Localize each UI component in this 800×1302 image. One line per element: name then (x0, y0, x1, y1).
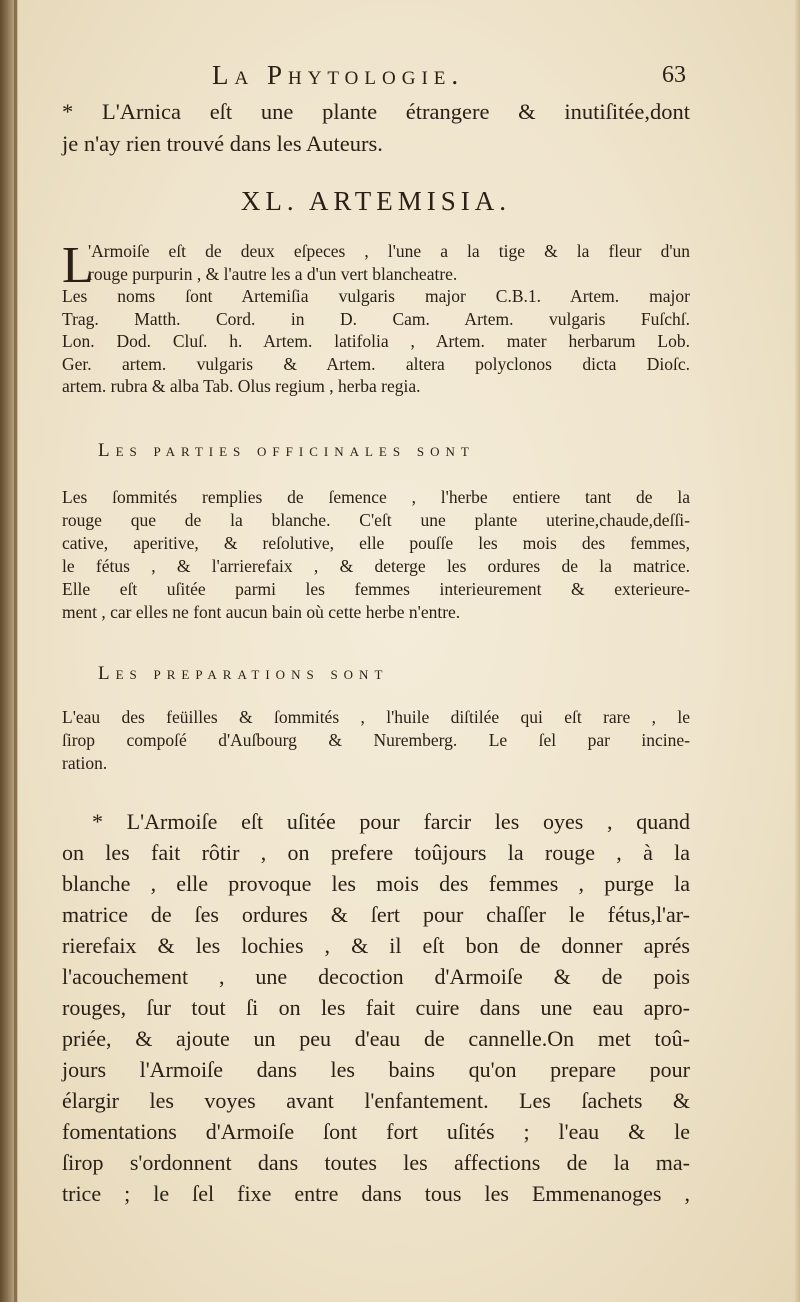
text-line: matrice de ſes ordures & ſert pour chaſſer le fétus,l'ar- (62, 902, 690, 927)
description-paragraph (62, 237, 690, 398)
text-line: l'acouchement , une decoction d'Armoiſe & de pois (62, 964, 690, 989)
text-line: Lon. Dod. Cluſ. h. Artem. latifolia , Artem. mater herbarum Lob. (62, 331, 690, 351)
page-number: 63 (662, 62, 686, 88)
text-line: priée, & ajoute un peu d'eau de cannelle.On met toû- (62, 1026, 690, 1051)
officinal-paragraph (62, 486, 690, 624)
text-line: cative, aperitive, & reſolutive, elle pouſſe les mois des femmes, (62, 533, 690, 553)
text-line: * L'Armoiſe eſt uſitée pour farcir les oyes , quand (92, 809, 690, 834)
running-title: La Phytologie. (212, 60, 465, 90)
text-line: ſirop s'ordonnent dans toutes les affections de la ma- (62, 1150, 690, 1175)
text-line: L'eau des feüilles & ſommités , l'huile diſtilée qui eſt rare , le (62, 707, 690, 727)
text-line: Les ſommités remplies de ſemence , l'herbe entiere tant de la (62, 487, 690, 507)
arnica-paragraph (62, 96, 690, 160)
text-line: le fétus , & l'arrierefaix , & deterge les ordures de la matrice. (62, 556, 690, 576)
text-line: Ger. artem. vulgaris & Artem. altera polyclonos dicta Dioſc. (62, 353, 690, 374)
text-line: * L'Arnica eſt une plante étrangere & inutiſitée,dont (62, 99, 690, 124)
text-line: on les fait rôtir , on prefere toûjours la rouge , à la (62, 840, 690, 865)
section-heading-officinal: Les parties officinales sont (98, 440, 475, 461)
preparations-paragraph (62, 706, 690, 775)
text-line: rouge que de la blanche. C'eſt une plante uterine,chaude,deſſi- (62, 510, 690, 530)
text-line: rouges, ſur tout ſi on les fait cuire dans une eau apro- (62, 995, 690, 1020)
text-line: rouge purpurin , & l'autre les a d'un vert blancheatre. (88, 263, 458, 284)
text-line: 'Armoiſe eſt de deux eſpeces , l'une a la tige & la fleur d'un (88, 241, 690, 261)
text-line: blanche , elle provoque les mois des femmes , purge la (62, 871, 690, 896)
drop-cap: L (62, 237, 94, 294)
text-line: ment , car elles ne font aucun bain où cette herbe n'entre. (62, 602, 461, 622)
section-heading-preparations: Les preparations sont (98, 663, 389, 684)
text-line: fomentations d'Armoiſe ſont fort uſités ; l'eau & le (62, 1119, 690, 1144)
text-line: artem. rubra & alba Tab. Olus regium , herba regia. (62, 376, 421, 396)
text-line: Elle eſt uſitée parmi les femmes interieurement & exterieure- (62, 579, 690, 599)
text-line: rierefaix & les lochies , & il eſt bon de donner aprés (62, 933, 690, 958)
chapter-title: XL. ARTEMISIA. (240, 186, 512, 216)
text-line: je n'ay rien trouvé dans les Auteurs. (62, 131, 383, 156)
page-edge (794, 0, 800, 1302)
text-line: trice ; le ſel fixe entre dans tous les Emmenanoges , (62, 1181, 690, 1206)
text-line: ſirop compoſé d'Auſbourg & Nuremberg. Le ſel par incine- (62, 730, 690, 750)
binding-shadow-line (14, 0, 17, 1302)
usage-paragraph (62, 806, 690, 1209)
text-line: Trag. Matth. Cord. in D. Cam. Artem. vulgaris Fuſchſ. (62, 308, 690, 329)
text-line: jours l'Armoiſe dans les bains qu'on prepare pour (62, 1057, 690, 1082)
text-line: Les noms ſont Artemiſia vulgaris major C.B.1. Artem. major (62, 286, 690, 306)
text-line: élargir les voyes avant l'enfantement. Les ſachets & (62, 1088, 690, 1113)
text-line: ration. (62, 753, 108, 773)
